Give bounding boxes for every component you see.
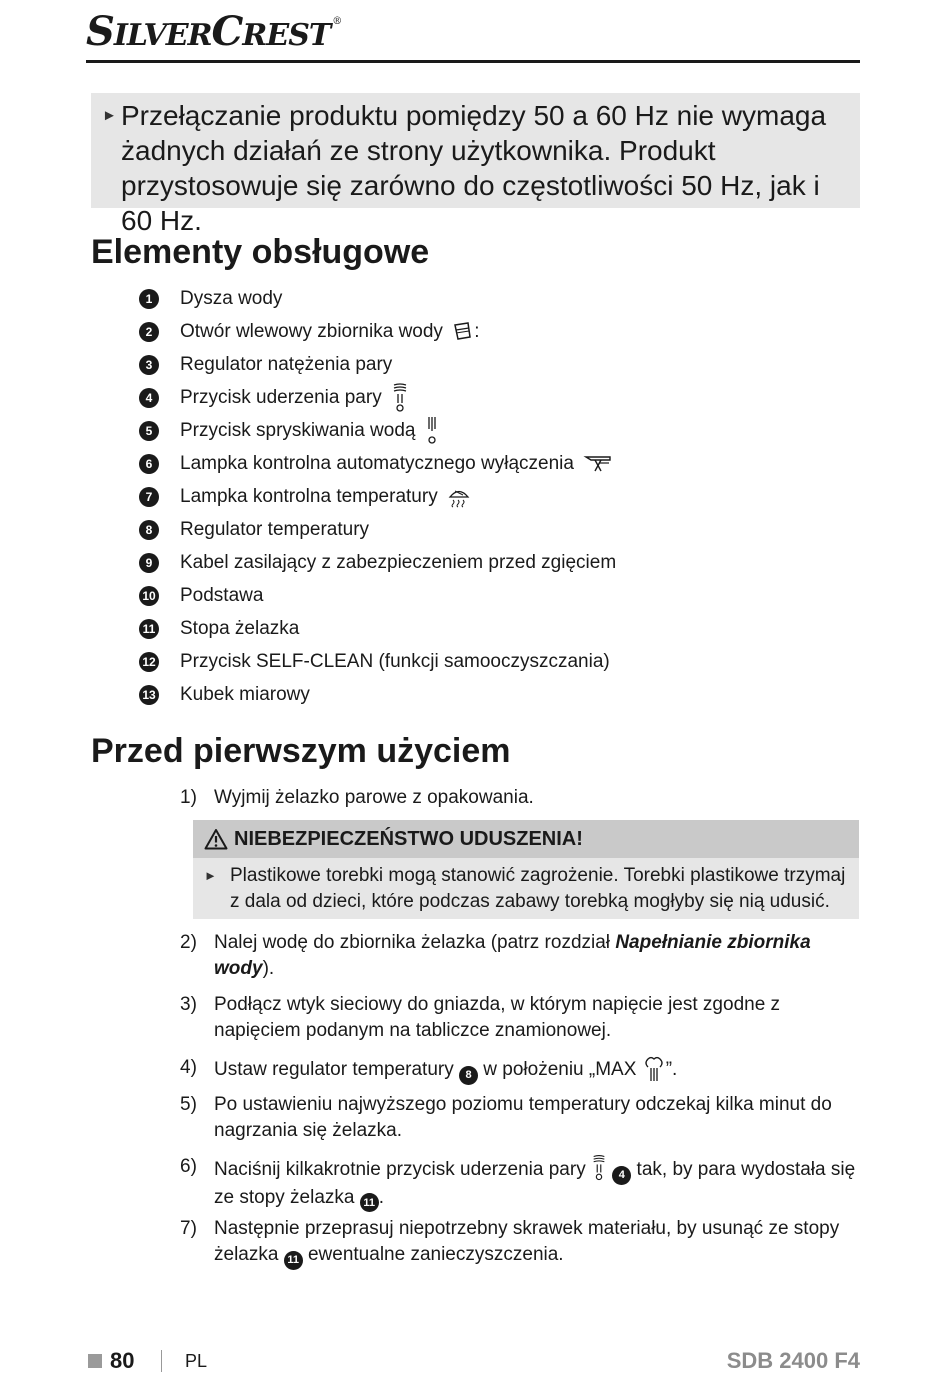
page-footer	[88, 1348, 860, 1376]
item-reference: 11	[360, 1193, 379, 1212]
warning-triangle-icon	[204, 828, 228, 850]
frequency-notice	[91, 93, 860, 236]
controls-heading: Elementy obsługowe	[91, 233, 430, 271]
notice-text: Przełączanie produktu pomiędzy 50 a 60 Hz nie wymaga żadnych działań ze strony użytkownika. Produkt przystosowuje się zarówno do częstotliwości 50 Hz, jak i 60 Hz.	[121, 100, 827, 236]
list-item	[139, 414, 839, 447]
list-item	[139, 447, 839, 480]
item-number: 9	[139, 553, 159, 573]
item-label: Przycisk spryskiwania wodą	[180, 419, 416, 441]
language-code: PL	[185, 1351, 208, 1371]
item-label: Przycisk uderzenia pary	[180, 386, 382, 408]
footer-divider	[161, 1350, 162, 1372]
item-number: 4	[139, 388, 159, 408]
bullet-arrow-icon: ►	[204, 868, 217, 883]
chapter-reference: Napełnianie zbiornika wody	[214, 932, 811, 979]
list-item	[139, 612, 839, 645]
list-item	[139, 480, 839, 513]
item-number: 1	[139, 289, 159, 309]
list-item	[139, 282, 839, 315]
brand-logo: SILVERCREST ®	[86, 8, 342, 55]
item-label: Podstawa	[180, 584, 264, 606]
warning-header	[193, 820, 859, 858]
item-number: 10	[139, 586, 159, 606]
item-label: Regulator natężenia pary	[180, 353, 393, 375]
warning-title: NIEBEZPIECZEŃSTWO UDUSZENIA!	[234, 827, 583, 850]
item-label: Dysza wody	[180, 287, 283, 309]
footer-marker	[88, 1354, 102, 1368]
item-label: Kabel zasilający z zabezpieczeniem przed zgięciem	[180, 551, 617, 573]
item-label: Kubek miarowy	[180, 683, 310, 705]
warning-text: Plastikowe torebki mogą stanowić zagrożenie. Torebki plastikowe trzymaj z dala od dzieci, które podczas zabawy torebką mogłyby się nią udusić.	[230, 865, 846, 912]
item-number: 2	[139, 322, 159, 342]
item-label: Regulator temperatury	[180, 518, 370, 540]
steam-shot-icon	[591, 1154, 607, 1182]
steam-shot-icon	[391, 383, 409, 413]
item-number: 12	[139, 652, 159, 672]
item-label: Otwór wlewowy zbiornika wody	[180, 320, 443, 342]
spray-icon	[425, 415, 439, 447]
item-label: Lampka kontrolna automatycznego wyłączenia	[180, 452, 574, 474]
auto-off-icon	[583, 451, 613, 475]
max-steam-icon	[642, 1055, 666, 1083]
water-fill-icon	[452, 319, 474, 343]
item-number: 5	[139, 421, 159, 441]
list-item	[139, 645, 839, 678]
list-item	[139, 579, 839, 612]
item-reference: 8	[459, 1066, 478, 1085]
page-header	[86, 6, 860, 63]
item-number: 3	[139, 355, 159, 375]
item-number: 11	[139, 619, 159, 639]
list-item	[139, 678, 839, 711]
model-number: SDB 2400 F4	[726, 1348, 860, 1373]
list-item	[139, 513, 839, 546]
item-number: 13	[139, 685, 159, 705]
item-number: 7	[139, 487, 159, 507]
item-reference: 4	[612, 1166, 631, 1185]
bullet-arrow-icon: ►	[102, 107, 117, 124]
parts-list	[139, 282, 839, 711]
list-item	[139, 546, 839, 579]
item-label: Przycisk SELF-CLEAN (funkcji samooczyszczania)	[180, 650, 610, 672]
temperature-icon	[447, 484, 471, 508]
item-number: 8	[139, 520, 159, 540]
item-number: 6	[139, 454, 159, 474]
item-label: Lampka kontrolna temperatury	[180, 485, 438, 507]
list-item: 2 Otwór wlewowy zbiornika wody :	[139, 315, 839, 348]
list-item	[139, 381, 839, 414]
page-number: 80	[110, 1348, 135, 1373]
item-reference: 11	[284, 1251, 303, 1270]
warning-box	[193, 820, 859, 919]
first-use-heading: Przed pierwszym użyciem	[91, 732, 511, 770]
item-label: Stopa żelazka	[180, 617, 300, 639]
list-item	[139, 348, 839, 381]
